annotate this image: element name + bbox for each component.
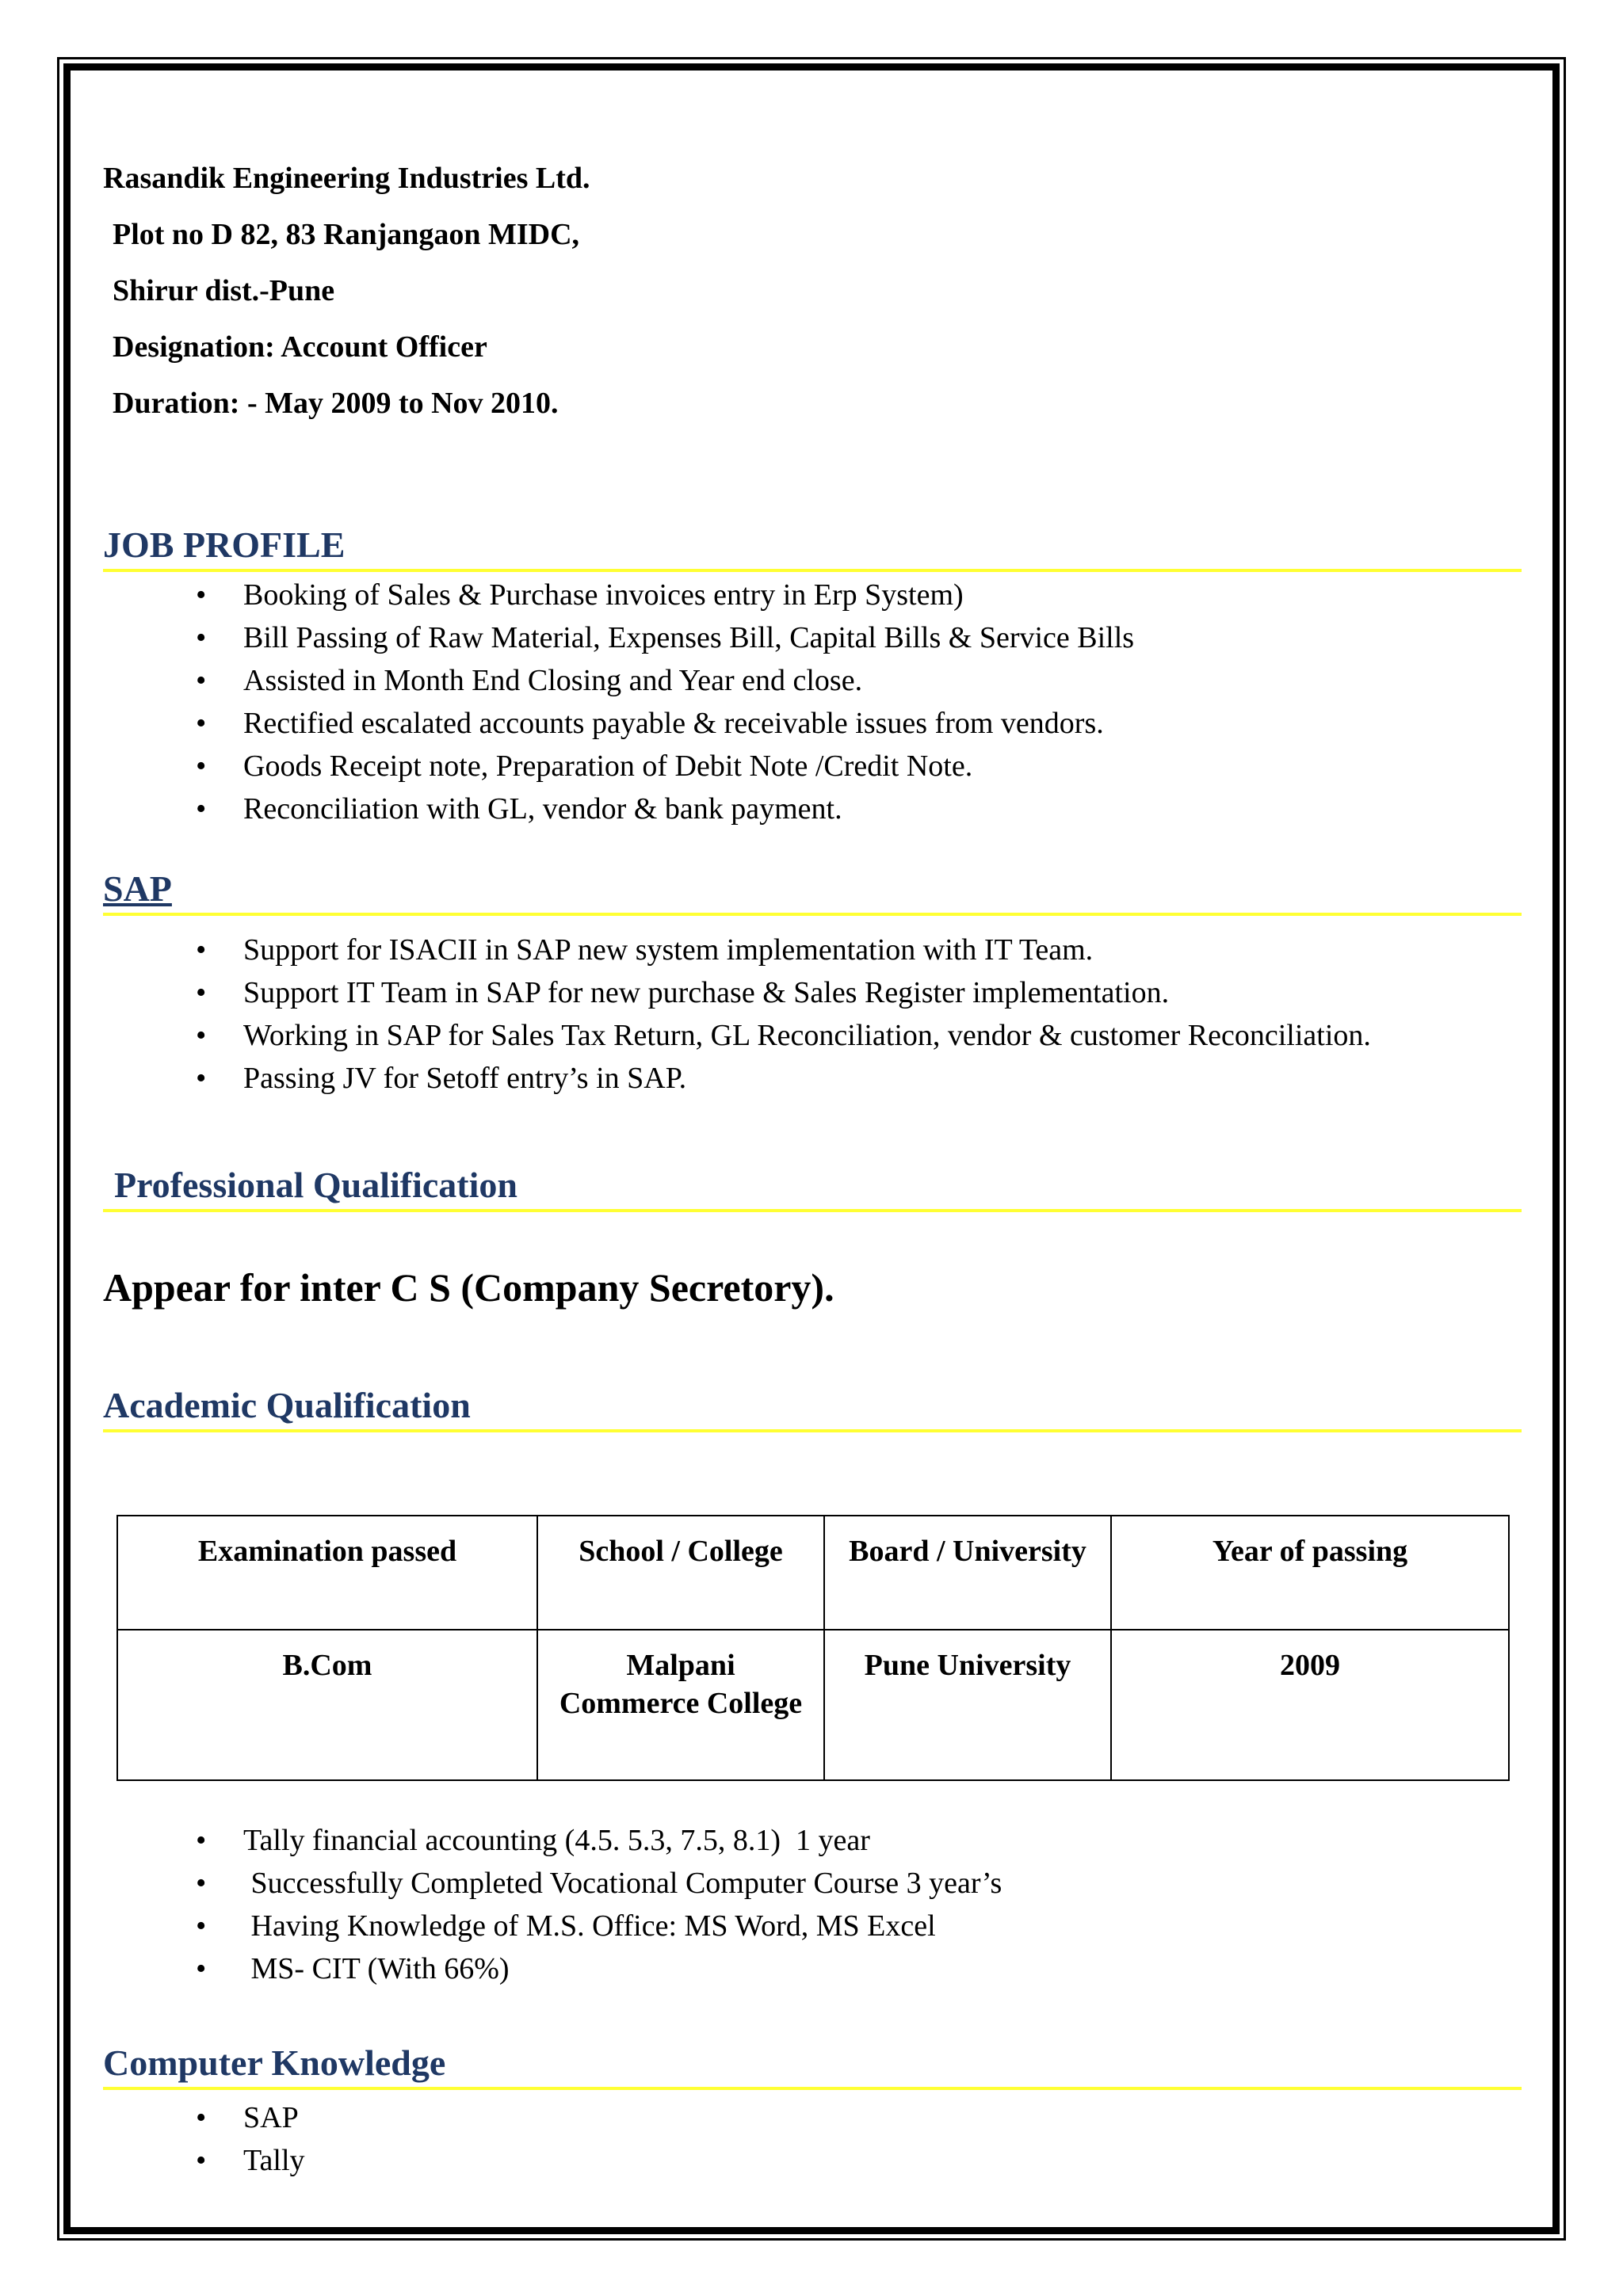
list-item [103,745,1522,788]
bullet-icon: • [196,792,207,826]
list-item [103,788,1522,830]
professional-statement: Appear for inter C S (Company Secretory). [103,1265,834,1310]
list-item [103,2096,1522,2139]
list-item [103,659,1522,702]
job-profile-section [103,523,1522,830]
list-item-text: Goods Receipt note, Preparation of Debit Note /Credit Note. [243,749,973,783]
list-item-text: Booking of Sales & Purchase invoices entry in Erp System) [243,578,964,612]
list-item [103,971,1522,1014]
list-item [103,1905,1522,1947]
table-row [117,1630,1509,1780]
company-block [103,151,590,432]
list-item-text: Passing JV for Setoff entry’s in SAP. [243,1062,687,1095]
sap-heading [103,867,1522,916]
table-header-cell: Board / University [824,1516,1111,1630]
bullet-icon: • [196,578,207,612]
list-item-text: Tally [243,2144,305,2177]
professional-heading [103,1163,1522,1212]
list-item [103,2139,1522,2182]
bullet-icon: • [196,1952,207,1985]
bullet-icon: • [196,1062,207,1095]
list-item-text: Assisted in Month End Closing and Year end close. [243,664,863,697]
bullet-icon: • [196,749,207,783]
academic-section [103,1383,1522,1432]
list-item [103,1819,1522,1862]
designation: Designation: Account Officer [113,330,487,364]
list-item-text: Bill Passing of Raw Material, Expenses Bill, Capital Bills & Service Bills [243,621,1135,654]
list-item [103,616,1522,659]
list-item-text: Successfully Completed Vocational Computer Course 3 year’s [243,1867,1002,1900]
list-item-text: Tally financial accounting (4.5. 5.3, 7.5, 8.1) 1 year [243,1824,870,1857]
list-item-text: Rectified escalated accounts payable & receivable issues from vendors. [243,707,1104,740]
list-item-text: SAP [243,2101,299,2134]
list-item-text: Support IT Team in SAP for new purchase & Sales Register implementation. [243,976,1170,1009]
table-cell: B.Com [117,1630,537,1780]
list-item [103,929,1522,971]
job-profile-list [103,574,1522,830]
table-cell: Pune University [824,1630,1111,1780]
bullet-icon: • [196,976,207,1009]
bullet-icon: • [196,2101,207,2134]
computer-list [103,2096,1522,2182]
computer-heading: Computer Knowledge [103,2041,1522,2090]
bullet-icon: • [196,1019,207,1052]
table-header-cell: School / College [537,1516,824,1630]
sap-list [103,929,1522,1100]
table-cell: 2009 [1111,1630,1509,1780]
company-name: Rasandik Engineering Industries Ltd. [103,162,590,195]
list-item-text: Having Knowledge of M.S. Office: MS Word, MS Excel [243,1909,936,1943]
bullet-icon: • [196,621,207,654]
list-item-text: Support for ISACII in SAP new system implementation with IT Team. [243,933,1094,967]
bullet-icon: • [196,1824,207,1857]
bullet-icon: • [196,664,207,697]
bullet-icon: • [196,1909,207,1943]
bullet-icon: • [196,933,207,967]
duration: Duration: - May 2009 to Nov 2010. [113,387,559,420]
company-address-line2: Shirur dist.-Pune [113,274,335,307]
list-item [103,1057,1522,1100]
list-item [103,1014,1522,1057]
table-header-row [117,1516,1509,1630]
table-header-cell: Examination passed [117,1516,537,1630]
professional-heading-text: Professional Qualification [114,1165,517,1205]
list-item-text: MS- CIT (With 66%) [243,1952,510,1985]
company-address-line1: Plot no D 82, 83 Ranjangaon MIDC, [113,218,580,251]
list-item [103,574,1522,616]
academic-extra-list [103,1819,1522,1990]
bullet-icon: • [196,1867,207,1900]
bullet-icon: • [196,2144,207,2177]
list-item-text: Working in SAP for Sales Tax Return, GL Reconciliation, vendor & customer Reconciliation. [243,1019,1371,1052]
list-item-text: Reconciliation with GL, vendor & bank payment. [243,792,842,826]
table-header-cell: Year of passing [1111,1516,1509,1630]
table-cell: Malpani Commerce College [537,1630,824,1780]
professional-section [103,1163,1522,1212]
computer-section [103,2041,1522,2182]
list-item [103,702,1522,745]
academic-table [116,1515,1510,1781]
list-item [103,1862,1522,1905]
sap-heading-text: SAP [103,868,172,909]
list-item [103,1947,1522,1990]
bullet-icon: • [196,707,207,740]
job-profile-heading: JOB PROFILE [103,523,1522,572]
academic-heading: Academic Qualification [103,1383,1522,1432]
sap-section [103,867,1522,1100]
